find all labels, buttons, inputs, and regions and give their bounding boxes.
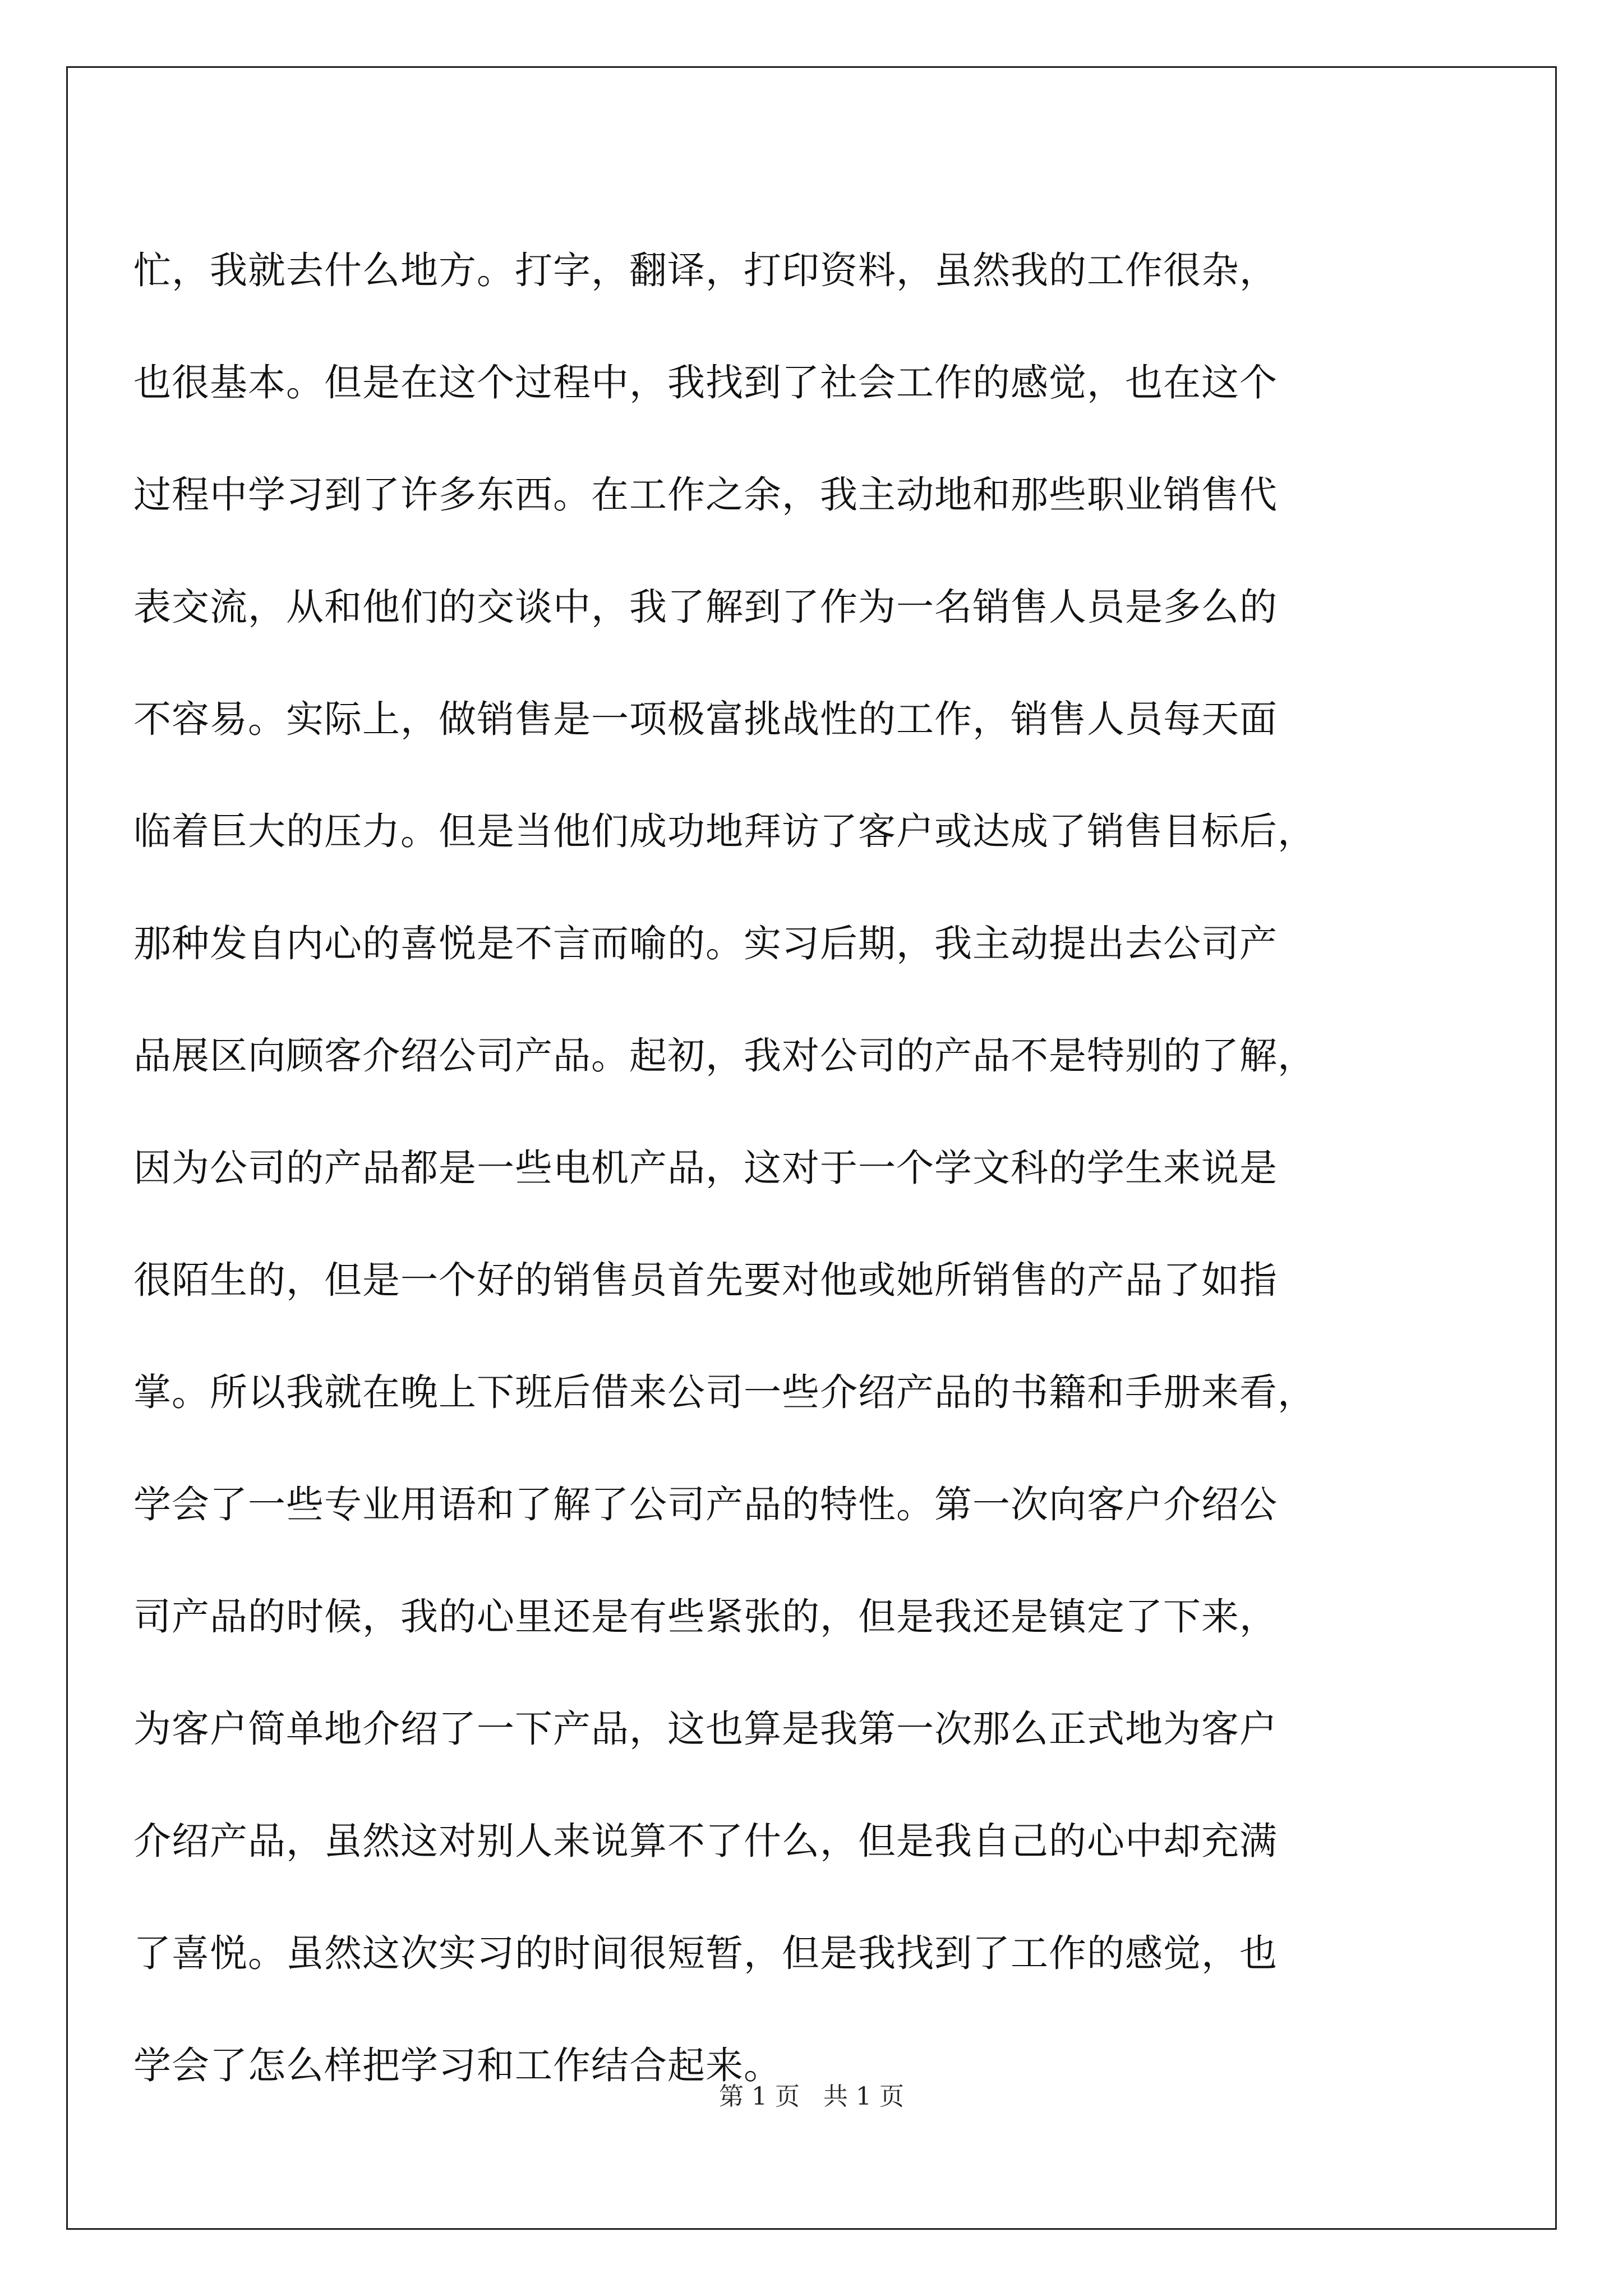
text-line: 品展区向顾客介绍公司产品。起初，我对公司的产品不是特别的了解， (133, 1034, 1316, 1078)
text-line: 也很基本。但是在这个过程中，我找到了社会工作的感觉，也在这个 (133, 361, 1278, 404)
text-line: 因为公司的产品都是一些电机产品，这对于一个学文科的学生来说是 (133, 1146, 1278, 1190)
body-text (133, 214, 1491, 2122)
text-line: 不容易。实际上，做销售是一项极富挑战性的工作，销售人员每天面 (133, 697, 1278, 741)
text-line: 很陌生的，但是一个好的销售员首先要对他或她所销售的产品了如指 (133, 1258, 1278, 1302)
text-line: 掌。所以我就在晚上下班后借来公司一些介绍产品的书籍和手册来看， (133, 1370, 1316, 1414)
text-line: 学会了怎么样把学习和工作结合起来。 (133, 2044, 782, 2087)
text-line: 了喜悦。虽然这次实习的时间很短暂，但是我找到了工作的感觉，也 (133, 1931, 1278, 1975)
text-line: 那种发自内心的喜悦是不言而喻的。实习后期，我主动提出去公司产 (133, 922, 1278, 965)
text-line: 学会了一些专业用语和了解了公司产品的特性。第一次向客户介绍公 (133, 1483, 1278, 1526)
text-line: 为客户简单地介绍了一下产品，这也算是我第一次那么正式地为客户 (133, 1707, 1278, 1751)
text-line: 忙，我就去什么地方。打字，翻译，打印资料，虽然我的工作很杂， (133, 249, 1278, 292)
text-line: 介绍产品，虽然这对别人来说算不了什么，但是我自己的心中却充满 (133, 1819, 1278, 1863)
text-line: 过程中学习到了许多东西。在工作之余，我主动地和那些职业销售代 (133, 473, 1278, 517)
text-line: 司产品的时候，我的心里还是有些紧张的，但是我还是镇定了下来， (133, 1595, 1278, 1639)
text-line: 表交流，从和他们的交谈中，我了解到了作为一名销售人员是多么的 (133, 585, 1278, 629)
text-line: 临着巨大的压力。但是当他们成功地拜访了客户或达成了销售目标后， (133, 809, 1316, 853)
page-number-footer: 第 1 页 共 1 页 (719, 2082, 904, 2111)
